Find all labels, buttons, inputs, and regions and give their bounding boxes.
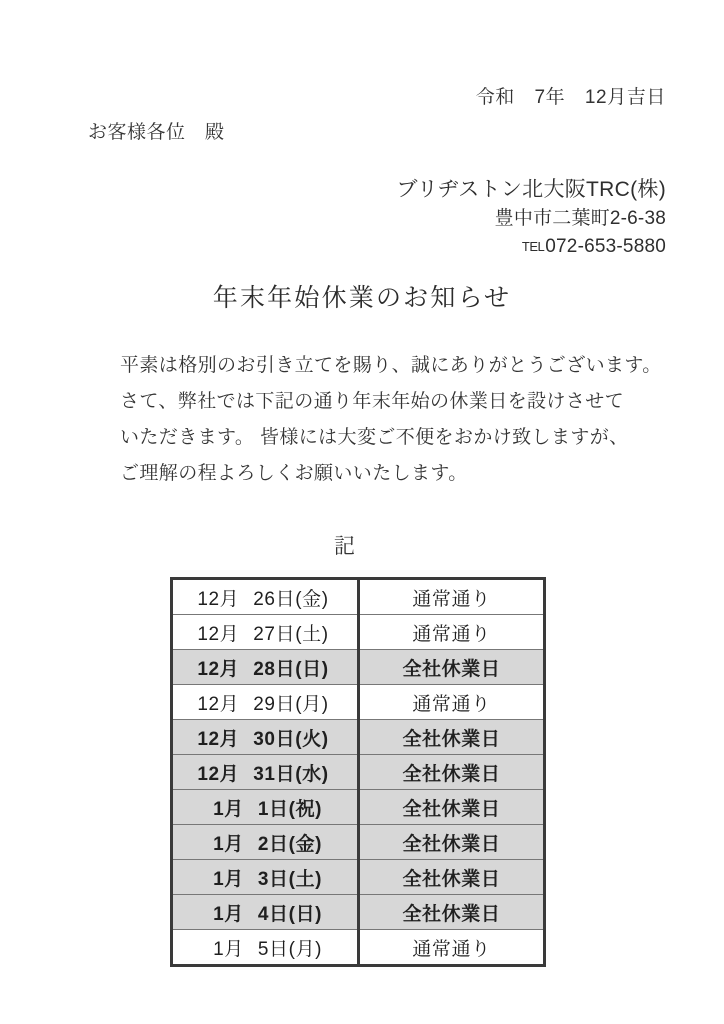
table-row [172,930,545,966]
schedule-day: 1日(祝) [257,798,323,820]
table-row [172,615,545,650]
body-line: さて、弊社では下記の通り年末年始の休業日を設けさせて [120,391,625,412]
sender-company-name: ブリヂストン北大阪TRC(株) [396,178,666,201]
schedule-date-cell [172,790,359,825]
schedule-status-cell: 全社休業日 [359,895,545,930]
schedule-date-cell [172,895,359,930]
table-row [172,650,545,685]
schedule-status-cell: 全社休業日 [359,790,545,825]
body-line: いただきます。 皆様には大変ご不便をおかけ致しますが、 [120,427,629,448]
issue-date: 令和 7年 12月吉日 [475,87,666,108]
table-row [172,790,545,825]
schedule-status-cell: 通常通り [359,685,545,720]
schedule-date-cell [172,615,359,650]
sender-block [396,175,666,261]
telephone-label: TEL [521,238,545,254]
schedule-day: 3日(土) [257,868,323,890]
body-paragraph [120,348,662,492]
table-row [172,685,545,720]
schedule-status-cell: 通常通り [359,930,545,966]
schedule-table-body [172,579,545,966]
schedule-table [170,577,546,967]
schedule-day: 2日(金) [257,833,323,855]
schedule-status-cell: 全社休業日 [359,860,545,895]
schedule-day: 4日(日) [257,903,323,925]
schedule-date-cell [172,579,359,615]
schedule-month: 1月 [213,798,244,820]
schedule-status-cell: 全社休業日 [359,720,545,755]
table-row [172,825,545,860]
schedule-month: 1月 [213,868,244,890]
schedule-month: 12月 [197,658,240,680]
schedule-day: 27日(土) [253,623,329,645]
schedule-month: 12月 [197,623,240,645]
schedule-status-cell: 全社休業日 [359,650,545,685]
schedule-month: 1月 [213,938,244,960]
schedule-month: 12月 [197,693,240,715]
schedule-status-cell: 全社休業日 [359,825,545,860]
holiday-schedule [170,577,536,967]
schedule-day: 31日(水) [253,763,329,785]
schedule-date-cell [172,720,359,755]
table-row [172,860,545,895]
table-row [172,720,545,755]
schedule-status-cell: 通常通り [359,579,545,615]
schedule-month: 1月 [213,903,244,925]
sender-telephone [396,234,666,261]
schedule-date-cell [172,685,359,720]
body-line: ご理解の程よろしくお願いいたします。 [120,463,468,484]
list-marker: 記 [334,535,356,558]
schedule-month: 12月 [197,588,240,610]
schedule-date-cell [172,825,359,860]
schedule-month: 1月 [213,833,244,855]
table-row [172,895,545,930]
schedule-date-cell [172,650,359,685]
page-title: 年末年始休業のお知らせ [212,284,512,312]
table-row [172,755,545,790]
schedule-day: 30日(火) [253,728,329,750]
schedule-date-cell [172,930,359,966]
schedule-day: 28日(日) [253,658,329,680]
schedule-day: 5日(月) [257,938,323,960]
schedule-status-cell: 全社休業日 [359,755,545,790]
sender-address: 豊中市二葉町2-6-38 [494,207,666,229]
schedule-date-cell [172,755,359,790]
body-line: 平素は格別のお引き立てを賜り、誠にありがとうございます。 [120,355,662,376]
addressee-line: お客様各位 殿 [88,122,225,143]
schedule-day: 29日(月) [253,693,329,715]
schedule-month: 12月 [197,763,240,785]
telephone-number: 072-653-5880 [545,235,666,257]
schedule-day: 26日(金) [253,588,329,610]
schedule-status-cell: 通常通り [359,615,545,650]
schedule-month: 12月 [197,728,240,750]
schedule-date-cell [172,860,359,895]
table-row [172,579,545,615]
